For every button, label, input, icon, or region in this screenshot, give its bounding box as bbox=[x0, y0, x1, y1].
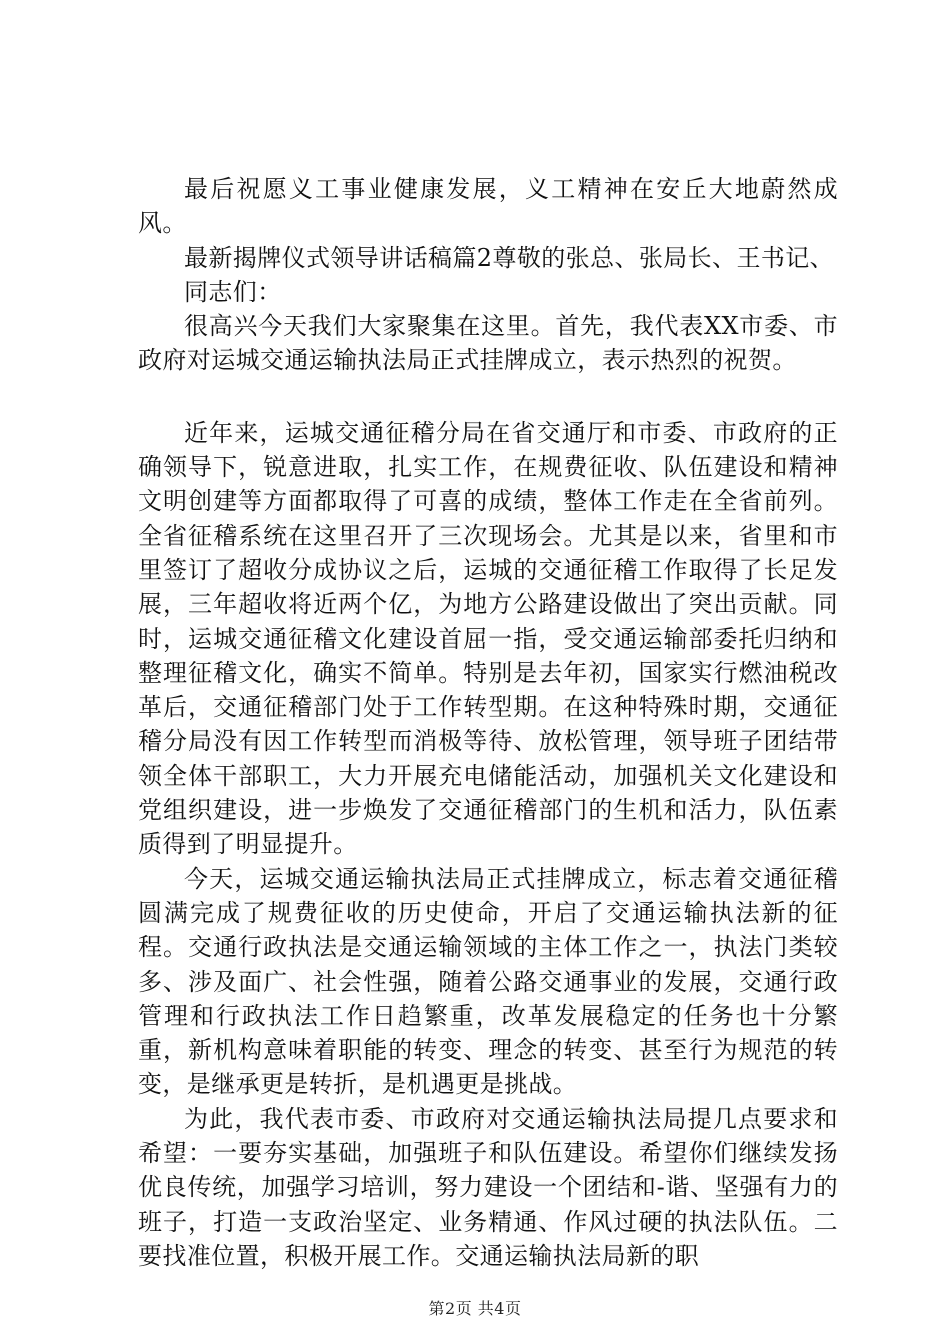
paragraph-gap bbox=[138, 378, 838, 416]
paragraph-today: 今天，运城交通运输执法局正式挂牌成立，标志着交通征稽圆满完成了规费征收的历史使命，开启了交通运输执法新的征程。交通行政执法是交通运输领域的主体工作之一，执法门类较多、涉及面广、社会性强，随着公路交通事业的发展，交通行政管理和行政执法工作日趋繁重，改革发展稳定的任务也十分繁重，新机构意味着职能的转变、理念的转变、甚至行为规范的转变，是继承更是转折，是机遇更是挑战。 bbox=[138, 864, 838, 1099]
paragraph-congratulation: 很高兴今天我们大家聚集在这里。首先，我代表XX市委、市政府对运城交通运输执法局正式挂牌成立，表示热烈的祝贺。 bbox=[138, 312, 838, 375]
paragraph-requirements: 为此，我代表市委、市政府对交通运输执法局提几点要求和希望：一要夯实基础，加强班子和队伍建设。希望你们继续发扬优良传统，加强学习培训，努力建设一个团结和-谐、坚强有力的班子，打造一支政治坚定、业务精通、作风过硬的执法队伍。二要找准位置，积极开展工作。交通运输执法局新的职 bbox=[138, 1104, 838, 1270]
paragraph-speech-title: 最新揭牌仪式领导讲话稿篇2尊敬的张总、张局长、王书记、 bbox=[184, 243, 835, 272]
paragraph-closing-wish: 最后祝愿义工事业健康发展，义工精神在安丘大地蔚然成风。 bbox=[138, 175, 838, 238]
document-body bbox=[138, 172, 838, 1273]
page-number-footer: 第2页 共4页 bbox=[428, 1299, 522, 1318]
paragraph-recent-years: 近年来，运城交通征稽分局在省交通厅和市委、市政府的正确领导下，锐意进取，扎实工作，在规费征收、队伍建设和精神文明创建等方面都取得了可喜的成绩，整体工作走在全省前列。全省征稽系统在这里召开了三次现场会。尤其是以来，省里和市里签订了超收分成协议之后，运城的交通征稽工作取得了长足发展，三年超收将近两个亿，为地方公路建设做出了突出贡献。同时，运城交通征稽文化建设首屈一指，受交通运输部委托归纳和整理征稽文化，确实不简单。特别是去年初，国家实行燃油税改革后，交通征稽部门处于工作转型期。在这种特殊时期，交通征稽分局没有因工作转型而消极等待、放松管理，领导班子团结带领全体干部职工，大力开展充电储能活动，加强机关文化建设和党组织建设，进一步焕发了交通征稽部门的生机和活力，队伍素质得到了明显提升。 bbox=[138, 418, 838, 859]
paragraph-salutation: 同志们： bbox=[184, 277, 282, 306]
